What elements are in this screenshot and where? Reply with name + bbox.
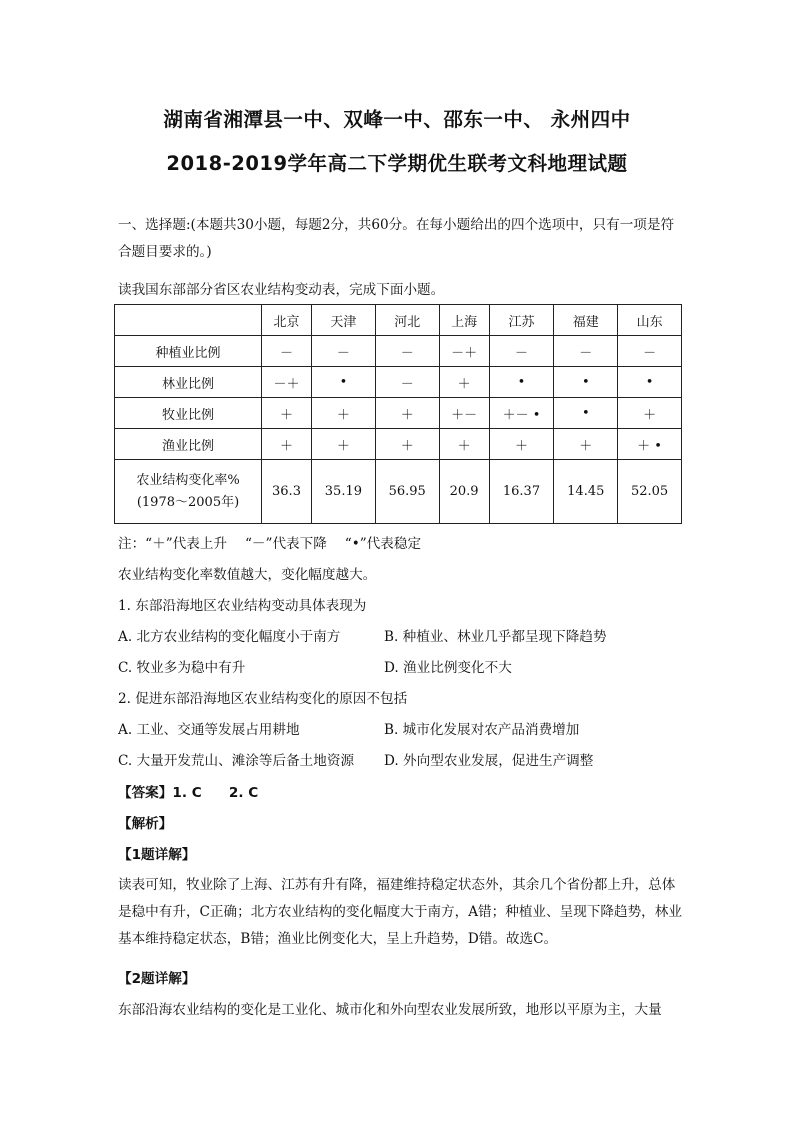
table-cell: －＋: [262, 367, 312, 398]
table-cell: ＋－: [439, 398, 489, 429]
table-cell: ＋: [375, 398, 439, 429]
question-1-option-a: A. 北方农业结构的变化幅度小于南方: [118, 629, 341, 645]
table-cell: 52.05: [618, 460, 682, 524]
table-note-2: 农业结构变化率数值越大，变化幅度越大。: [118, 567, 377, 583]
table-cell: ＋－ •: [489, 398, 554, 429]
table-row: [115, 460, 682, 524]
row-label: 种植业比例: [115, 336, 262, 367]
table-cell: 20.9: [439, 460, 489, 524]
question-2-option-b: B. 城市化发展对农产品消费增加: [384, 722, 580, 738]
table-cell: －: [554, 336, 618, 367]
row-label-line-1: 农业结构变化率%: [136, 472, 240, 488]
table-cell: ＋: [262, 398, 312, 429]
table-cell: －: [618, 336, 682, 367]
table-row: [115, 398, 682, 429]
table-cell: •: [312, 367, 376, 398]
column-header: 北京: [262, 305, 312, 336]
answer-line: 【答案】1. C 2. C: [118, 785, 259, 801]
table-cell: 36.3: [262, 460, 312, 524]
question-2-option-c: C. 大量开发荒山、滩涂等后备土地资源: [118, 753, 355, 769]
column-header: 福建: [554, 305, 618, 336]
table-cell: ＋ •: [618, 429, 682, 460]
table-cell: ＋: [489, 429, 554, 460]
table-row: [115, 429, 682, 460]
table-cell: ＋: [312, 398, 376, 429]
table-cell: －: [312, 336, 376, 367]
row-label: [115, 460, 262, 524]
question-2-option-d: D. 外向型农业发展，促进生产调整: [384, 753, 594, 769]
table-row: [115, 367, 682, 398]
table-cell: •: [554, 398, 618, 429]
table-cell: ＋: [618, 398, 682, 429]
analysis-heading: 【解析】: [118, 816, 173, 832]
title-line-1: 湖南省湘潭县一中、双峰一中、邵东一中、 永州四中: [163, 108, 631, 131]
table-cell: ＋: [439, 429, 489, 460]
row-label: 渔业比例: [115, 429, 262, 460]
question-1-option-b: B. 种植业、林业几乎都呈现下降趋势: [384, 629, 607, 645]
table-cell: －: [489, 336, 554, 367]
detail-2-heading: 【2题详解】: [118, 971, 196, 987]
question-1-option-d: D. 渔业比例变化不大: [384, 660, 512, 676]
row-label-line-2: (1978～2005年): [136, 494, 240, 510]
table-cell: 14.45: [554, 460, 618, 524]
table-cell: •: [618, 367, 682, 398]
table-cell: ＋: [312, 429, 376, 460]
detail-2-text: 东部沿海农业结构的变化是工业化、城市化和外向型农业发展所致，地形以平原为主，大量: [118, 1002, 662, 1018]
table-cell: ＋: [554, 429, 618, 460]
title-line-2: 2018-2019学年高二下学期优生联考文科地理试题: [166, 152, 628, 175]
table-note: 注：“＋”代表上升 “－”代表下降 “•”代表稳定: [118, 536, 422, 552]
table-cell: －: [375, 336, 439, 367]
column-header: 河北: [375, 305, 439, 336]
table-cell: 56.95: [375, 460, 439, 524]
section-heading: 一、选择题:(本题共30小题，每题2分，共60分。在每小题给出的四个选项中，只有一项是符合题目要求的。): [118, 217, 675, 260]
table-cell: ＋: [262, 429, 312, 460]
table-cell: •: [489, 367, 554, 398]
question-2-stem: 2. 促进东部沿海地区农业结构变化的原因不包括: [118, 691, 408, 707]
column-header: 天津: [312, 305, 376, 336]
table-cell: ＋: [439, 367, 489, 398]
column-header: 上海: [439, 305, 489, 336]
agriculture-structure-table: [114, 304, 682, 524]
table-row: [115, 336, 682, 367]
detail-1-heading: 【1题详解】: [118, 847, 196, 863]
column-header: 江苏: [489, 305, 554, 336]
table-corner-cell: [115, 305, 262, 336]
question-1-option-c: C. 牧业多为稳中有升: [118, 660, 246, 676]
table-cell: －＋: [439, 336, 489, 367]
table-cell: －: [262, 336, 312, 367]
table-cell: 16.37: [489, 460, 554, 524]
table-cell: ＋: [375, 429, 439, 460]
row-label: 牧业比例: [115, 398, 262, 429]
table-cell: •: [554, 367, 618, 398]
table-header-row: [115, 305, 682, 336]
table-cell: 35.19: [312, 460, 376, 524]
table-cell: －: [375, 367, 439, 398]
detail-1-text: 读表可知，牧业除了上海、江苏有升有降，福建维持稳定状态外，其余几个省份都上升，总体是稳中有升，C正确；北方农业结构的变化幅度大于南方，A错；种植业、呈现下降趋势，林业基本维持稳定状态，B错；渔业比例变化大，呈上升趋势，D错。故选C。: [118, 877, 682, 947]
row-label: 林业比例: [115, 367, 262, 398]
table-intro: 读我国东部部分省区农业结构变动表，完成下面小题。: [118, 282, 445, 298]
question-1-stem: 1. 东部沿海地区农业结构变动具体表现为: [118, 598, 367, 614]
question-2-option-a: A. 工业、交通等发展占用耕地: [118, 722, 300, 738]
column-header: 山东: [618, 305, 682, 336]
